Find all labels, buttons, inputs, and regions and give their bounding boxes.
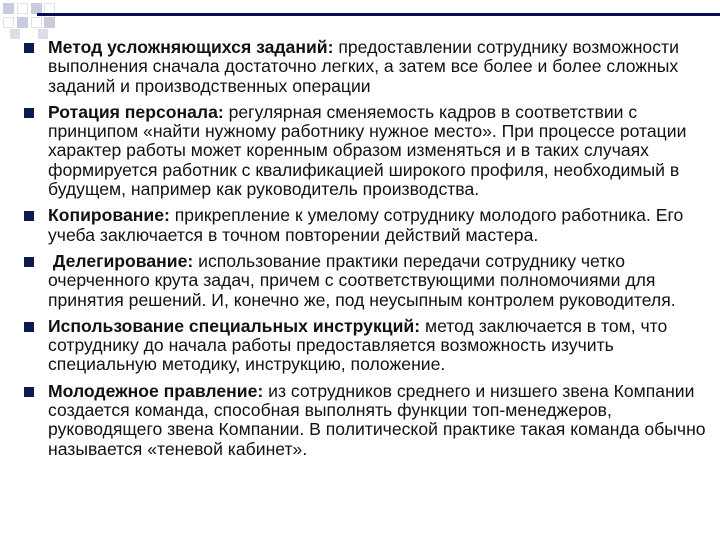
item-term: Делегирование: — [48, 250, 194, 271]
deco-square — [44, 17, 55, 28]
item-term: Ротация персонала: — [48, 101, 224, 122]
item-term: Копирование: — [48, 205, 170, 226]
item-text: метод заключается в том, что сотруднику до начала работы предоставляется возможность изучить специальную методику, инструкцию, положение. — [48, 315, 668, 375]
item-term: Использование специальных инструкций: — [48, 315, 421, 336]
deco-square — [17, 17, 28, 28]
item-text: прикрепление к умелому сотруднику молодого работника. Его учеба заключается в точном повторении действий мастера. — [48, 205, 684, 245]
deco-square — [31, 17, 42, 28]
list-item — [22, 38, 706, 96]
list-item — [22, 317, 706, 375]
list-item — [22, 206, 706, 245]
square-bullet-icon — [24, 387, 34, 397]
item-text: предоставлении сотруднику возможности выполнения сначала достаточно легких, а затем все более и более сложных заданий и производственных операции — [48, 37, 679, 96]
item-term: Метод усложняющихся заданий: — [48, 37, 334, 57]
deco-square — [17, 3, 28, 14]
header-rule — [37, 13, 720, 16]
square-bullet-icon — [24, 257, 34, 267]
square-bullet-icon — [24, 322, 34, 332]
list-item — [22, 103, 706, 199]
item-text: из сотрудников среднего и низшего звена Компании создается команда, способная выполнять функции топ-менеджеров, руководящего звена Компании. В политической практике такая команда обычно называется «теневой кабинет». — [48, 380, 706, 459]
square-bullet-icon — [24, 43, 34, 53]
list-item — [22, 252, 706, 310]
list-item — [22, 382, 706, 459]
item-text: использование практики передачи сотруднику четко очерченного крута задач, причем с соответствующими полномочиями для принятия решений. И, конечно же, под неусыпным контролем руководителя. — [48, 250, 676, 310]
item-term: Молодежное правление: — [48, 380, 264, 401]
bullet-list — [22, 38, 706, 466]
square-bullet-icon — [24, 211, 34, 221]
decorative-header — [0, 0, 720, 40]
deco-square — [10, 29, 20, 39]
square-bullet-icon — [24, 108, 34, 118]
deco-square — [3, 17, 14, 28]
deco-square — [3, 3, 14, 14]
item-text: регулярная сменяемость кадров в соответствии с принципом «найти нужному работнику нужное место». При процессе ротации характер работы может коренным образом изменяться и в таких случаях формируется работник с квалификацией широкого профиля, необходимый в будущем, например как руководитель производства. — [48, 101, 687, 200]
